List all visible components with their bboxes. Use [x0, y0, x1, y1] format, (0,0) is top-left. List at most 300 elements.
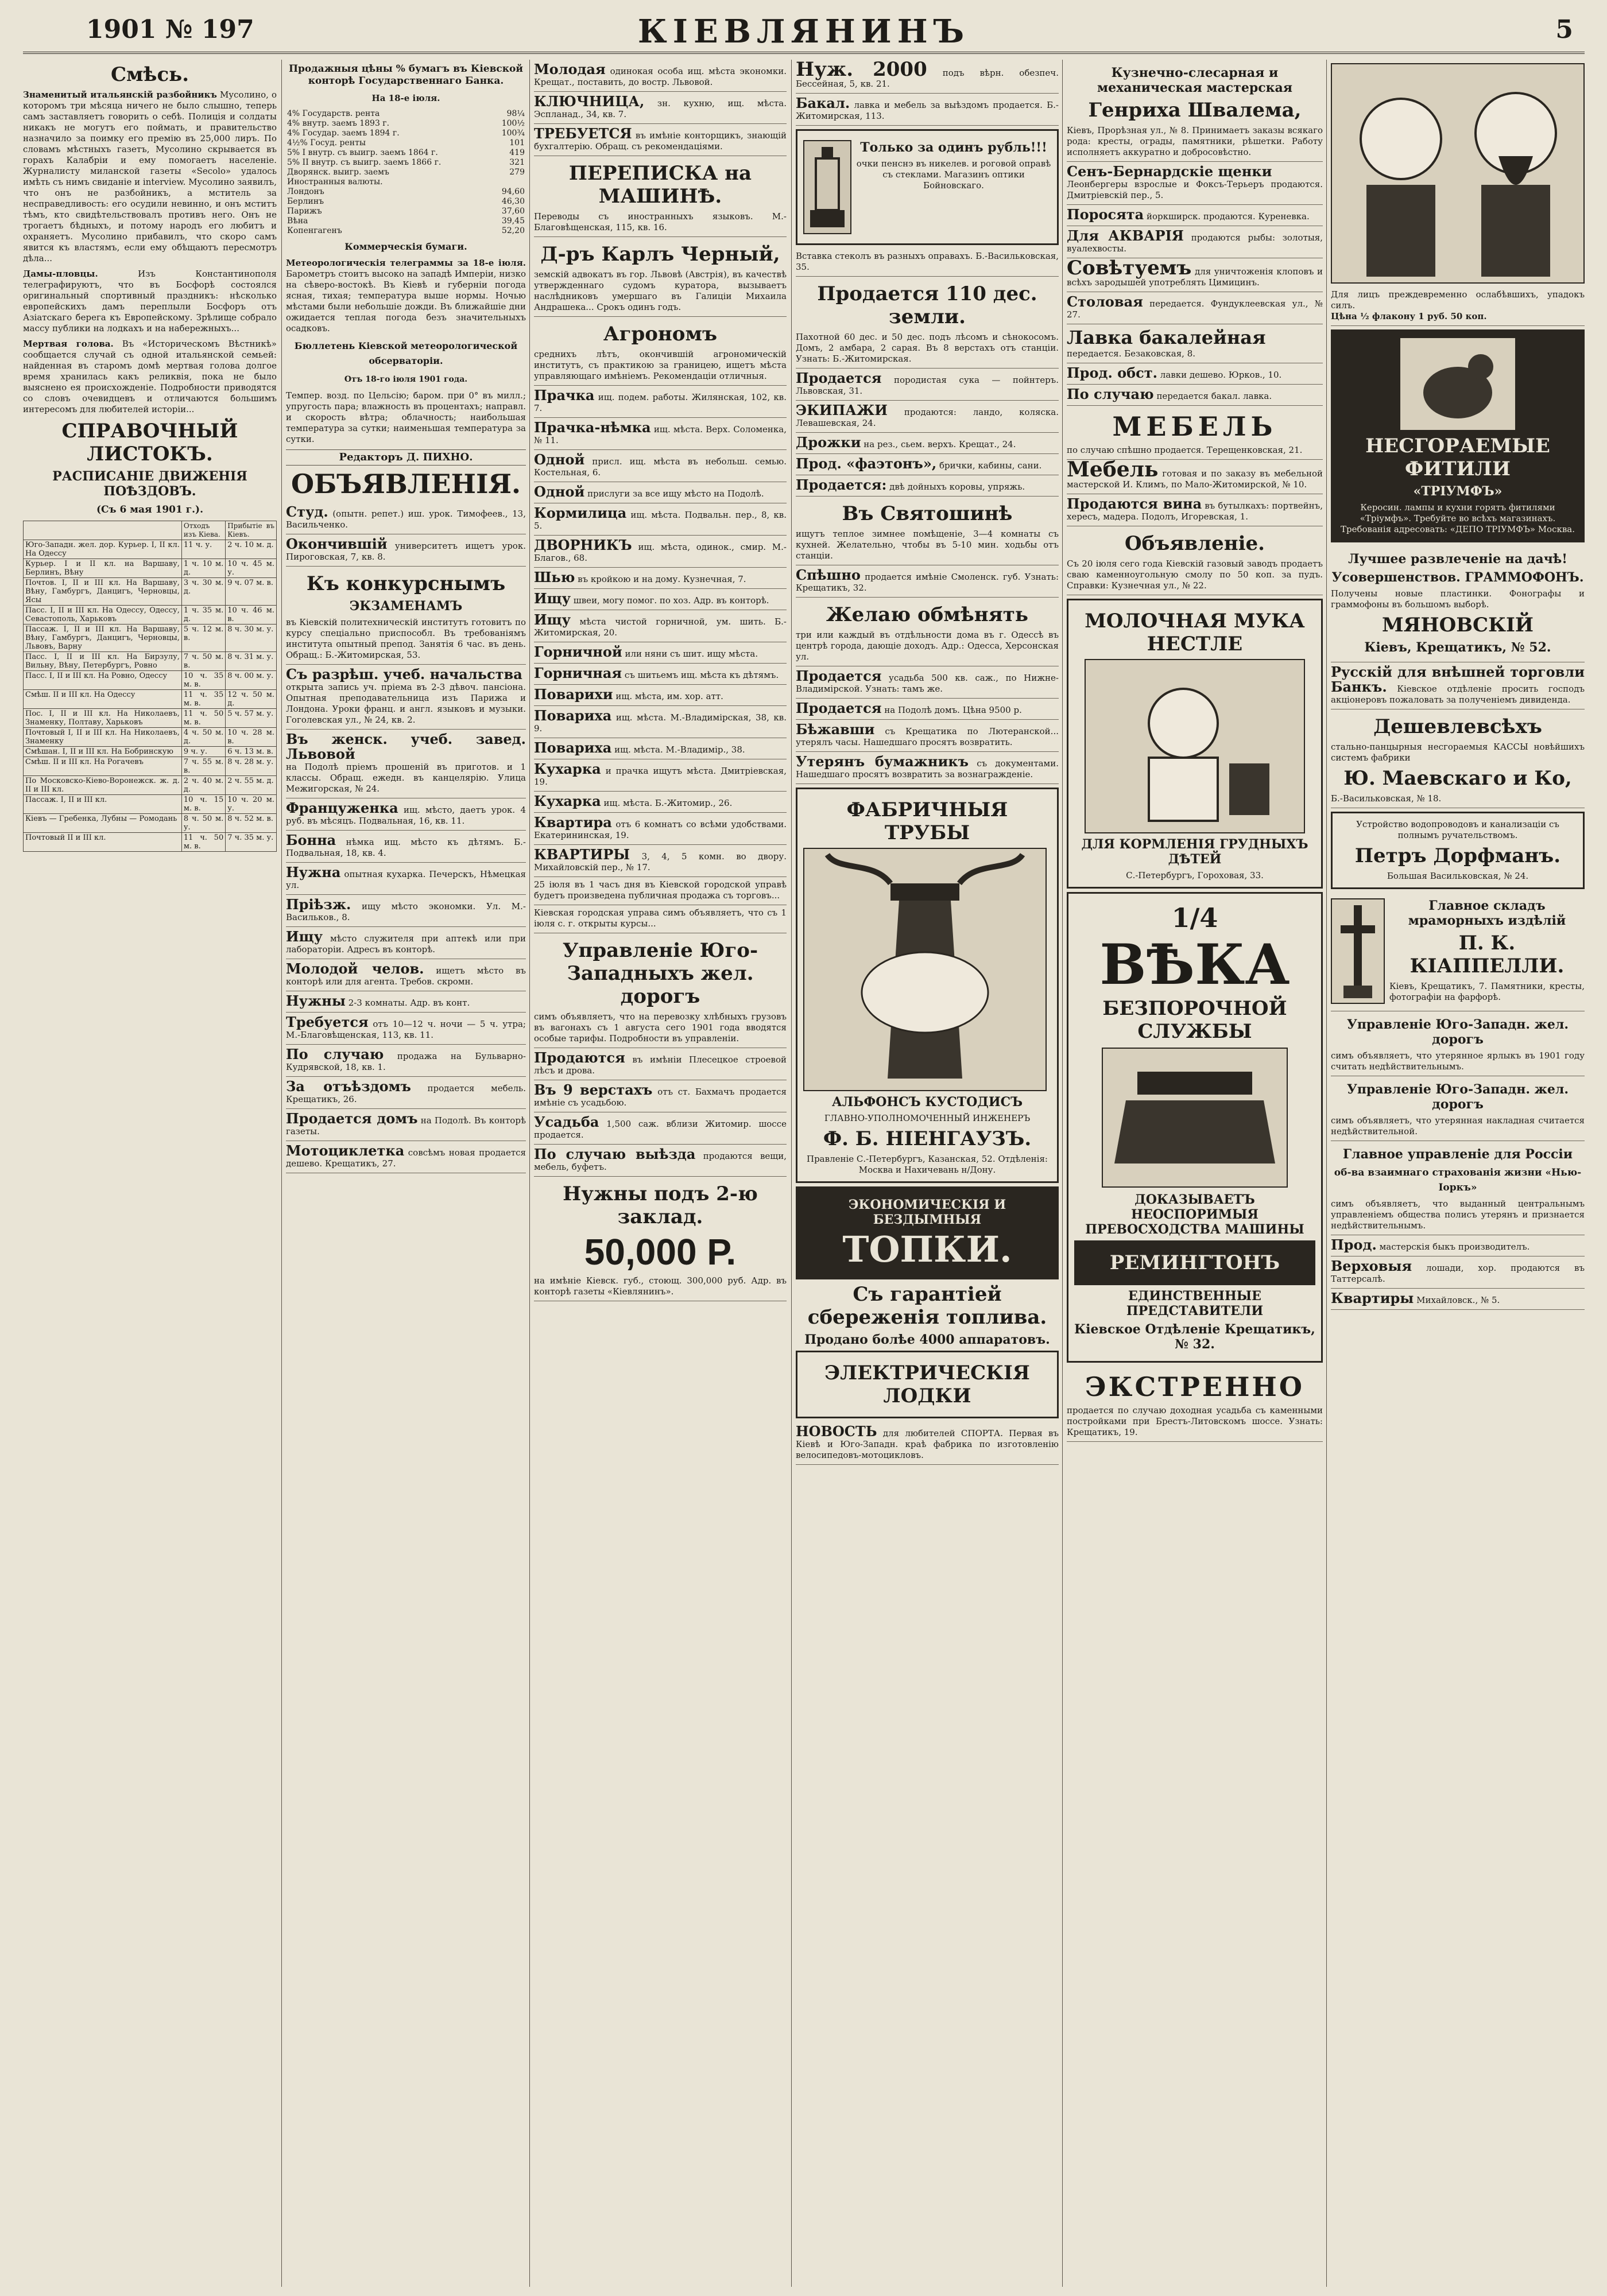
furnace-poster — [796, 1186, 1059, 1279]
ad-text: продаются рыбы: золотыя, вуалехвосты. — [1067, 232, 1323, 254]
ad-text: лавка и мебель за выѣздомъ продается. Б.-Житомирская, 113. — [796, 100, 1059, 121]
public-notice: 25 іюля въ 1 часъ дня въ Кіевской городской управѣ будетъ произведена публичная продажа съ торговъ... — [534, 877, 787, 905]
ad-text: стально-панцырныя несгораемыя КАССЫ новѣйшихъ системъ фабрики — [1331, 742, 1585, 763]
train-route-cell: Смѣшан. I, II и III кл. На Бобринскую — [24, 747, 182, 757]
ad-lead: Повариха — [534, 739, 612, 756]
schedule-row — [24, 578, 277, 606]
ad-text: ищ. мѣста. Верх. Соломенка, № 11. — [534, 424, 787, 445]
ad-lead: Студ. — [286, 503, 328, 520]
security-name-cell: Парижъ — [287, 207, 322, 216]
classified-ad — [534, 317, 787, 386]
classified-ad — [1331, 546, 1585, 662]
observatory-title: Бюллетень Кіевской метеорологической обсерваторіи. — [294, 340, 518, 366]
ad-text: по случаю спѣшно продается. Терещенковская, 21. — [1067, 445, 1303, 455]
rate-row — [286, 177, 526, 187]
article — [286, 258, 526, 334]
ad-lead: НОВОСТЬ — [796, 1423, 877, 1440]
arrival-cell: 6 ч. 13 м. в. — [226, 747, 277, 757]
security-name-cell: 4% Государств. рента — [287, 109, 380, 118]
ad-text: или няни съ шит. ищу мѣста. — [625, 649, 758, 659]
ad-text: продается имѣніе Смоленск. губ. Узнать: Крещатикъ, 32. — [796, 572, 1059, 593]
ad-text: въ Кіевскій политехническій институтъ готовитъ по курсу спеціально приспособл. Въ требованіямъ института опытный препод. Занятія 6 час. въ день. Обращ.: Б.-Житомирская, 53. — [286, 617, 526, 660]
ad-text: 2-3 комнаты. Адр. въ конт. — [348, 998, 470, 1008]
ad-text: среднихъ лѣтъ, окончившій агрономическій институтъ, съ практикою за границею, ищетъ мѣста управляющаго имѣніемъ. Рекомендаціи отличныя. — [534, 349, 787, 381]
loan-amount: 50,000 Р. — [584, 1231, 737, 1273]
train-route-cell: Пасс. I, II и III кл. На Одессу, Одессу, Севастополь, Харьковъ — [24, 606, 182, 625]
ad-text: одинокая особа ищ. мѣста экономки. Крещат., поставить, до востр. Львовой. — [534, 66, 787, 87]
classified-ad — [286, 1013, 526, 1045]
ad-lead: Одной — [534, 451, 585, 468]
classified-ad — [1331, 1235, 1585, 1256]
ad-lead: Бонна — [286, 832, 336, 848]
ad-lead: По случаю выѣзда — [534, 1146, 696, 1162]
classified-ad — [534, 589, 787, 610]
classified-ad — [796, 369, 1059, 401]
ad-text: Устройство водопроводовъ и канализаціи съ полнымъ ручательствомъ. — [1356, 819, 1559, 840]
ad-headline: Управленіе Юго-Западн. жел. дорогъ — [1346, 1082, 1569, 1112]
ad-lead: Бѣжавши — [796, 721, 875, 738]
ad-lead: Повариха — [534, 707, 612, 724]
ad-lead: Квартира — [534, 814, 612, 831]
ad-lead: Требуется — [286, 1014, 369, 1030]
ad-headline: Только за одинъ рубль!!! — [860, 140, 1047, 155]
ad-subheadline: об-ва взаимнаго страхованія жизни «Нью-Іоркъ» — [1334, 1167, 1582, 1193]
ad-lead: Горничная — [534, 665, 622, 681]
poster-address: Требованія адресовать: «ДЕПО ТРІУМФЪ» Москва. — [1340, 524, 1575, 534]
security-name-cell: 5% I внутр. съ выигр. заемъ 1864 г. — [287, 148, 438, 157]
train-route-cell: Смѣш. II и III кл. На Рогачевъ — [24, 757, 182, 776]
ad-text: лошади, хор. продаются въ Таттерсалѣ. — [1331, 1263, 1585, 1284]
poster-address: С.-Петербургъ, Гороховая, 33. — [1126, 870, 1264, 881]
poster-fraction: 1/4 — [1171, 902, 1218, 933]
newspaper-title: КІЕВЛЯНИНЪ — [637, 13, 970, 51]
departure-cell: 3 ч. 30 м. д. — [181, 578, 225, 606]
ad-text: Кіевъ, Крещатикъ, 7. Памятники, кресты, фотографіи на фарфорѣ. — [1389, 981, 1585, 1002]
ad-text: симъ объявляетъ, что выданный центральнымъ управленіемъ общества полисъ утерянъ и признается недѣйствительнымъ. — [1331, 1199, 1585, 1231]
classified-ad — [1067, 457, 1323, 494]
reference-sheet-title: СПРАВОЧНЫЙ ЛИСТОКЪ. — [61, 420, 238, 466]
ad-text: съ шитьемъ ищ. мѣста къ дѣтямъ. — [624, 670, 779, 680]
ad-text: въ имѣніе конторщикъ, знающій бухгалтерію. Обращ. съ рекомендаціями. — [534, 130, 787, 152]
classified-ad — [1331, 662, 1585, 709]
departure-cell: 4 ч. 50 м. д. — [181, 728, 225, 747]
ad-text: мастерскія быкъ производителъ. — [1379, 1242, 1530, 1252]
schedule-row — [24, 833, 277, 852]
banner-title: ЭЛЕКТРИЧЕСКІЯ ЛОДКИ — [824, 1362, 1030, 1407]
ad-text: симъ объявляетъ, что утерянная накладная считается недѣйствительной. — [1331, 1115, 1585, 1137]
ad-headline: ЭКСТРЕННО — [1085, 1371, 1304, 1402]
classified-ad — [534, 450, 787, 482]
ad-text: породистая сука — пойнтеръ. Львовская, 31. — [796, 375, 1059, 396]
rate-row — [286, 119, 526, 129]
article-text: Мусолино, о которомъ три мѣсяца ничего не было слышно, теперь самъ заставляетъ говорить о себѣ. Полиція и солдаты никакъ не могутъ его поймать, и правительство назначило за поимку его премію въ 25,000 лиръ. По словамъ мѣстныхъ газетъ, Мусолино скрывается въ горахъ Калабріи и ему помогаетъ населеніе. Журналисту миланской газеты «Secolo» удалось имѣть съ нимъ свиданіе и interview. Мусолино заявилъ, что онъ не разбойникъ, а мститель за несправедливость: его осудили невинно, и онъ мститъ тѣмъ, кто свидѣтельствовалъ противъ него. Онъ не трогаетъ бѣдныхъ, и потому народъ его любитъ и охраняетъ. Мусолино прибавилъ, что скоро самъ явится къ властямъ, если ему обѣщаютъ пересмотръ дѣла... — [23, 90, 277, 263]
classified-ad — [534, 738, 787, 759]
poster-headline: ТОПКИ. — [842, 1228, 1012, 1270]
ad-lead: Одной — [534, 483, 585, 500]
arrival-cell: 8 ч. 31 м. у. — [226, 652, 277, 671]
ad-lead: Продается — [796, 668, 882, 684]
rate-row — [286, 187, 526, 197]
classified-ad — [286, 991, 526, 1013]
classified-ad — [796, 401, 1059, 433]
security-name-cell: 4% внутр. заемъ 1893 г. — [287, 119, 390, 128]
schedule-row — [24, 559, 277, 578]
ad-lead: Продается домъ — [286, 1110, 418, 1127]
classified-ad — [534, 813, 787, 845]
schedule-row — [24, 795, 277, 814]
ad-lead: Ищу — [286, 928, 323, 945]
poster-headline: ВѢКА — [1099, 932, 1290, 997]
security-name-cell: Дворянск. выигр. заемъ — [287, 168, 389, 177]
ad-lead: Окончившій — [286, 536, 388, 552]
firm-name: Петръ Дорфманъ. — [1354, 844, 1561, 867]
ad-text: Переводы съ иностранныхъ языковъ. М.-Благовѣщенская, 115, кв. 16. — [534, 211, 787, 232]
classified-ad — [1331, 1256, 1585, 1289]
ad-text: (опытн. репет.) иш. урок. Тимофеев., 13, Васильченко. — [286, 509, 526, 530]
column-5 — [1067, 60, 1323, 2287]
price-cell: 419 — [509, 148, 525, 157]
ad-lead: Бакал. — [796, 95, 850, 111]
issue-number: 1901 № 197 — [86, 15, 254, 44]
ad-lead: Въ женск. учеб. завед. Львовой — [286, 731, 526, 762]
security-name-cell: Иностранныя валюты. — [287, 177, 383, 187]
classified-ad — [534, 1048, 787, 1080]
ad-text: Получены новые пластинки. Фонографы и граммофоны въ большомъ выборѣ. — [1331, 588, 1585, 610]
schedule-row — [24, 776, 277, 795]
column-1 — [23, 60, 277, 2287]
ad-lead: Для АКВАРІЯ — [1067, 227, 1184, 244]
firm-name: П. К. КІАППЕЛЛИ. — [1409, 932, 1565, 978]
optics-ad-box — [796, 129, 1059, 245]
ad-headline: Объявленіе. — [1125, 532, 1265, 555]
classified-ad — [534, 1145, 787, 1177]
poster-address: Правленіе С.-Петербургъ, Казанская, 52. Отдѣленія: Москва и Нахичевань н/Дону. — [807, 1154, 1048, 1175]
classified-ad — [534, 503, 787, 536]
ad-text: Для лицъ преждевременно ослабѣвшихъ, упадокъ силъ. — [1331, 289, 1585, 311]
rate-row — [286, 138, 526, 148]
column-rule — [1062, 60, 1063, 2287]
ad-lead: Нужна — [286, 864, 341, 881]
train-route-cell: Почтов. I, II и III кл. На Варшаву, Вѣну, Гамбургъ, Данцигъ, Черновцы, Ясы — [24, 578, 182, 606]
ad-text: Пахотной 60 дес. и 50 дес. подъ лѣсомъ и сѣнокосомъ. Домъ, 2 амбара, 2 сарая. Въ 8 верстахъ отъ станціи. Узнать: Б.-Житомирская. — [796, 332, 1059, 364]
rate-row — [286, 109, 526, 119]
arrival-cell: 5 ч. 57 м. у. — [226, 709, 277, 728]
departure-cell: 11 ч. 35 м. в. — [181, 690, 225, 709]
ad-lead: Кормилица — [534, 505, 627, 521]
ad-headline: Продается 110 дес. земли. — [817, 282, 1037, 328]
rates-date: На 18-е іюля. — [371, 93, 440, 103]
poster-body: Керосин. лампы и кухни горятъ фитилями «Тріумфъ». Требуйте во всѣхъ магазинахъ. — [1360, 502, 1556, 523]
observatory-text: Темпер. возд. по Цельсію; баром. при 0° въ милл.; упругость пара; влажность въ процентахъ; направл. и скорость вѣтра; облачность; наибольшая температура за сутки; наименьшая температура за сутки. — [286, 390, 526, 444]
ad-text: въ бутылкахъ: портвейнъ, хересъ, мадера. Подолъ, Игоревская, 1. — [1067, 501, 1323, 522]
train-route-cell: Смѣш. II и III кл. На Одессу — [24, 690, 182, 709]
train-schedule-table — [23, 521, 277, 852]
classified-ad — [796, 497, 1059, 565]
ad-text: въ кройкою и на дому. Кузнечная, 7. — [578, 574, 746, 584]
ad-text: готовая и по заказу въ мебельной мастерской И. Климъ, по Мало-Житомирской, № 10. — [1067, 468, 1323, 490]
ad-lead: Сенъ-Бернардскіе щенки — [1067, 163, 1272, 180]
train-route-cell: Курьер. I и II кл. на Варшаву, Берлинъ, Вѣну — [24, 559, 182, 578]
ad-text: симъ объявляетъ, что утерянное ярлыкъ въ 1901 году считать недѣйствительнымъ. — [1331, 1050, 1585, 1072]
electric-boats-banner — [796, 1351, 1059, 1418]
wick-poster — [1331, 329, 1585, 542]
bonds-title: Коммерческія бумаги. — [344, 241, 467, 252]
ad-headline: Агрономъ — [603, 323, 718, 346]
ad-text: Кіевское отдѣленіе просить господъ акціонеровъ пожаловать за полученіемъ дивиденда. — [1331, 684, 1585, 705]
ad-text: отъ 6 комнатъ со всѣми удобствами. Екатерининская, 19. — [534, 819, 787, 840]
poster-title: ФАБРИЧНЫЯ ТРУБЫ — [846, 798, 1008, 844]
ad-lead: Мебель — [1067, 457, 1159, 482]
observatory-date: Отъ 18-го іюля 1901 года. — [344, 375, 468, 384]
ad-lead: Прод. обст. — [1067, 364, 1158, 381]
ad-text: въ имѣніи Плесецкое строевой лѣсъ и дрова. — [534, 1054, 787, 1076]
classified-ad — [534, 759, 787, 792]
column-6 — [1331, 60, 1585, 2287]
ad-text: отъ 10—12 ч. ночи — 5 ч. утра; М.-Благовѣщенская, 113, кв. 11. — [286, 1019, 526, 1040]
article — [23, 90, 277, 264]
poster-brand: РЕМИНГТОНЪ — [1109, 1251, 1280, 1274]
classified-ad — [1067, 385, 1323, 406]
ad-lead: Дрожки — [796, 434, 861, 451]
price-cell — [493, 177, 526, 187]
ad-lead: Молодой челов. — [286, 960, 424, 977]
firm-address: Большая Васильковская, № 24. — [1387, 871, 1529, 881]
arrival-cell: 9 ч. 07 м. в. — [226, 578, 277, 606]
security-name-cell: Берлинъ — [287, 197, 324, 206]
poster-title: НЕСГОРАЕМЫЕ ФИТИЛИ — [1365, 435, 1550, 480]
column-rule — [529, 60, 530, 2287]
column-2 — [286, 60, 526, 2287]
train-route-cell: Пасс. I, II и III кл. На Ровно, Одессу — [24, 671, 182, 690]
classified-ad — [286, 1109, 526, 1141]
article-text: Въ «Историческомъ Вѣстникѣ» сообщается случай съ одной итальянской семьей: найденная въ старомъ домѣ мертвая голова долгое время хранилась какъ реликвія, пока не было выяснено ея происхожденіе. Подробности приводятся со словъ очевидцевъ и отличаются большимъ интересомъ для любителей исторіи... — [23, 339, 277, 414]
ad-headline: Главное управленіе для Россіи — [1342, 1147, 1573, 1162]
ad-lead: Верховыя — [1331, 1258, 1412, 1274]
article-title: Дамы-пловцы. — [23, 269, 98, 279]
poster-note: Продано болѣе 4000 аппаратовъ. — [804, 1332, 1050, 1347]
schedule-row — [24, 606, 277, 625]
firm-address: Б.-Васильковская, № 18. — [1331, 793, 1442, 804]
rate-row — [286, 129, 526, 138]
ad-text: ищетъ мѣсто въ конторѣ или для агента. Требов. скромн. — [286, 965, 526, 987]
departure-cell: 2 ч. 40 м. д. — [181, 776, 225, 795]
ad-text: и прачка ищутъ мѣста. Дмитріевская, 19. — [534, 766, 787, 787]
train-route-cell: Почтовый I, II и III кл. На Николаевъ, Знаменку — [24, 728, 182, 747]
poster-title: МОЛОЧНАЯ МУКА НЕСТЛЕ — [1085, 610, 1305, 656]
departure-cell: 10 ч. 15 м. в. — [181, 795, 225, 814]
ad-lead: Квартиры — [1331, 1290, 1414, 1306]
ad-text: швеи, могу помог. по хоз. Адр. въ конторѣ. — [573, 595, 769, 606]
ad-lead: Кухарка — [534, 761, 601, 777]
poster-body: ДОКАЗЫВАЕТЪ НЕОСПОРИМЫЯ ПРЕВОСХОДСТВА МАШИНЫ — [1085, 1192, 1304, 1237]
security-name-cell: Лондонъ — [287, 187, 324, 196]
poster-brand: АЛЬФОНСЪ КУСТОДИСЪ — [831, 1095, 1023, 1110]
ad-text: съ Крещатика по Лютеранской... утерялъ часы. Нашедшаго просятъ возвратить. — [796, 726, 1059, 747]
column-rule — [791, 60, 792, 2287]
departure-cell: 10 ч. 35 м. в. — [181, 671, 225, 690]
ad-text: продажа на Бульварно-Кудрявской, 18, кв. 1. — [286, 1051, 526, 1072]
ad-text: ищ. мѣста, им. хор. атт. — [615, 691, 723, 701]
ad-text: на рез., сьем. верхъ. Крещат., 24. — [863, 439, 1016, 449]
departure-cell: 7 ч. 50 м. в. — [181, 652, 225, 671]
ad-lead: По случаю — [1067, 386, 1154, 402]
rate-row — [286, 226, 526, 236]
departure-cell: 1 ч. 10 м. д. — [181, 559, 225, 578]
classified-ad — [796, 433, 1059, 454]
plumbing-ad-box — [1331, 812, 1585, 889]
ad-text: на Подолѣ домъ. Цѣна 9500 р. — [884, 705, 1022, 715]
ad-headline: МЕБЕЛЬ — [1112, 411, 1277, 442]
ad-lead: ЭКИПАЖИ — [796, 402, 888, 418]
ad-lead: Усадьба — [534, 1114, 599, 1130]
ad-lead: Поросята — [1067, 206, 1144, 223]
classified-ad — [286, 863, 526, 895]
ad-headline: Кузнечно-слесарная и механическая мастерская — [1097, 65, 1292, 95]
ad-lead: Ищу — [534, 611, 571, 628]
train-route-cell: Пассаж. I, II и III кл. На Варшаву, Вѣну, Гамбургъ, Данцигъ, Черновцы, Львовъ, Варну — [24, 625, 182, 652]
rate-row — [286, 207, 526, 216]
rates-title: Продажныя цѣны % бумагъ въ Кіевской конторѣ Государственнаго Банка. — [288, 63, 524, 87]
price-cell: 279 — [509, 168, 525, 177]
poster-subtitle: ДЛЯ КОРМЛЕНІЯ ГРУДНЫХЪ ДѢТЕЙ — [1081, 837, 1308, 867]
arrival-cell: 10 ч. 28 м. в. — [226, 728, 277, 747]
classified-ad — [796, 720, 1059, 752]
ad-lead: Спѣшно — [796, 567, 861, 583]
classified-ad — [286, 665, 526, 730]
poster-note: ЕДИНСТВЕННЫЕ ПРЕДСТАВИТЕЛИ — [1126, 1289, 1264, 1318]
section-title-miscellany: Смѣсь. — [110, 63, 189, 86]
classified-ad — [1331, 1141, 1585, 1235]
departure-cell: 11 ч. 50 м. в. — [181, 833, 225, 852]
classified-ad — [796, 598, 1059, 666]
ad-text: земскій адвокатъ въ гор. Львовѣ (Австрія), въ качествѣ утвержденнаго судомъ куратора, вызываетъ наслѣдниковъ умершаго въ Галиціи Михаила Андрашека... Срокъ одинъ годъ. — [534, 269, 787, 312]
column-rule — [1326, 60, 1327, 2287]
ad-headline: Дешевлевсѣхъ — [1373, 715, 1542, 738]
ad-text: присл. ищ. мѣста въ небольш. семью. Костельная, 6. — [534, 456, 787, 478]
ad-text: ищ. мѣста, одинок., смир. М.-Благов., 68. — [534, 542, 787, 563]
ad-headline: Нужны подъ 2-ю заклад. — [563, 1182, 758, 1228]
ad-text: прислуги за все ищу мѣсто на Подолѣ. — [587, 488, 764, 499]
ad-text: ищ. мѣста. Подвальн. пер., 8, кв. 5. — [534, 510, 787, 531]
header-cell: Отходъ изъ Кіева. — [181, 521, 225, 540]
ad-lead: Совѣтуемъ — [1067, 257, 1192, 280]
ad-lead: КВАРТИРЫ — [534, 846, 630, 863]
schedule-date: (Съ 6 мая 1901 г.). — [96, 504, 204, 515]
classified-ad — [534, 536, 787, 568]
ad-lead: Пріѣзж. — [286, 896, 351, 913]
departure-cell: 5 ч. 12 м. в. — [181, 625, 225, 652]
classified-ad — [534, 706, 787, 738]
classified-ad — [286, 502, 526, 534]
ad-lead: Продается — [796, 700, 882, 716]
price-cell: 39,45 — [501, 216, 525, 226]
departure-cell: 9 ч. у. — [181, 747, 225, 757]
ad-headline: Д-ръ Карлъ Черный, — [540, 243, 780, 266]
ad-lead: Продается: — [796, 476, 887, 493]
price-cell: 100¾ — [501, 129, 525, 138]
ad-headline: Къ конкурснымъ — [306, 572, 506, 595]
poster-subtitle: Съ гарантіей сбереженія топлива. — [807, 1283, 1047, 1329]
arrival-cell: 2 ч. 10 м. д. — [226, 540, 277, 559]
ad-text: съ документами. Нашедшаго просятъ возвратить за вознагражденіе. — [796, 758, 1059, 779]
ad-text: ищ. мѣста. М.-Владимір., 38. — [614, 744, 745, 755]
header-cell — [24, 521, 182, 540]
article — [23, 269, 277, 334]
classified-ad — [534, 237, 787, 317]
schedule-row — [24, 625, 277, 652]
price-cell: 321 — [509, 158, 525, 167]
ad-headline: ПЕРЕПИСКА на МАШИНѢ. — [568, 162, 752, 208]
ad-headline: Управленіе Юго-Западныхъ жел. дорогъ — [562, 939, 758, 1008]
poster-address: Кіевское Отдѣленіе Крещатикъ, № 32. — [1074, 1322, 1315, 1352]
ad-lead: ДВОРНИКЪ — [534, 537, 632, 553]
ad-text: на Подолѣ. Въ конторѣ газеты. — [286, 1115, 526, 1137]
ad-text: брички, кабины, сани. — [939, 460, 1042, 471]
classified-ad — [534, 418, 787, 450]
classified-ad — [1067, 324, 1323, 363]
remington-poster — [1067, 892, 1323, 1363]
arrival-cell: 8 ч. 30 м. у. — [226, 625, 277, 652]
rate-row — [286, 197, 526, 207]
schedule-row — [24, 728, 277, 747]
ad-text: передается. Фундуклеевская ул., № 27. — [1067, 298, 1323, 320]
firm-address: Кіевъ, Крещатикъ, № 52. — [1364, 640, 1551, 655]
rate-row — [286, 216, 526, 226]
ad-lead: Продаются — [534, 1049, 625, 1066]
ad-lead: Утерянъ бумажникъ — [796, 753, 969, 770]
ad-lead: Нужны — [286, 992, 346, 1009]
ad-lead: Ищу — [534, 590, 571, 607]
ad-text: лавки дешево. Юрков., 10. — [1160, 370, 1282, 380]
ad-text: для любителей СПОРТА. Первая въ Кіевѣ и Юго-Западн. краѣ фабрика по изготовленію велосипедовъ-мотоцикловъ. — [796, 1428, 1059, 1460]
ad-text: ищу мѣсто экономки. Ул. М.-Васильков., 8. — [286, 901, 526, 922]
firm-name: Ю. Маевскаго и Ко, — [1343, 767, 1572, 790]
ad-text: передается бакал. лавка. — [1156, 391, 1272, 401]
editor-line: Редакторъ Д. ПИХНО. — [286, 449, 526, 466]
ad-text: ищ. мѣста. Б.-Житомир., 26. — [603, 798, 733, 808]
rates-table — [286, 109, 526, 236]
train-route-cell: По Московско-Кіево-Воронежск. ж. д. II и III кл. — [24, 776, 182, 795]
column-rule — [281, 60, 282, 2287]
ad-text: на Подолѣ пріемъ прошеній въ приготов. и 1 классы. Обращ. ежедн. въ канцелярію. Улица Межигорская, № 24. — [286, 762, 526, 794]
ad-text: 3, 4, 5 комн. во двору. Михайловскій пер., № 17. — [534, 851, 787, 872]
classified-ad — [534, 664, 787, 685]
schedule-row — [24, 814, 277, 833]
ad-text: опытная кухарка. Печерскъ, Нѣмецкая ул. — [286, 869, 526, 890]
poster-subtitle: ГЛАВНО-УПОЛНОМОЧЕННЫЙ ИНЖЕНЕРЪ — [824, 1113, 1031, 1123]
arrival-cell: 10 ч. 20 м. у. — [226, 795, 277, 814]
ad-lead: За отъѣздомъ — [286, 1078, 411, 1095]
doctor-and-patient-illustration-icon — [1331, 63, 1585, 284]
ad-text: 1,500 саж. вблизи Житомир. шоссе продается. — [534, 1119, 787, 1140]
classified-ad — [1331, 1076, 1585, 1141]
classified-ad — [534, 845, 787, 877]
ad-text: подъ вѣрн. обезпеч. Бессейная, 5, кв. 21. — [796, 68, 1059, 89]
ad-text: открыта запись уч. пріема въ 2-3 дѣвоч. пансіона. Опытная преподавательница изъ Парижа и Лондона. Уроки франц. и англ. языковъ и музыки. Гоголевская ул., № 24, кв. 2. — [286, 682, 526, 725]
brand-banner — [1074, 1240, 1315, 1285]
classified-ad — [1331, 1011, 1585, 1076]
classified-ad — [286, 959, 526, 991]
ad-lead: Нуж. 2000 — [796, 60, 927, 81]
schedule-row — [24, 671, 277, 690]
classified-ad — [1067, 526, 1323, 595]
ad-lead: Русскій для внѣшней торговли Банкъ. — [1331, 664, 1585, 695]
schedule-row — [24, 690, 277, 709]
classified-ad — [796, 1422, 1059, 1465]
rate-row — [286, 168, 526, 177]
price-cell: 37,60 — [501, 207, 525, 216]
classified-ad — [1067, 205, 1323, 226]
